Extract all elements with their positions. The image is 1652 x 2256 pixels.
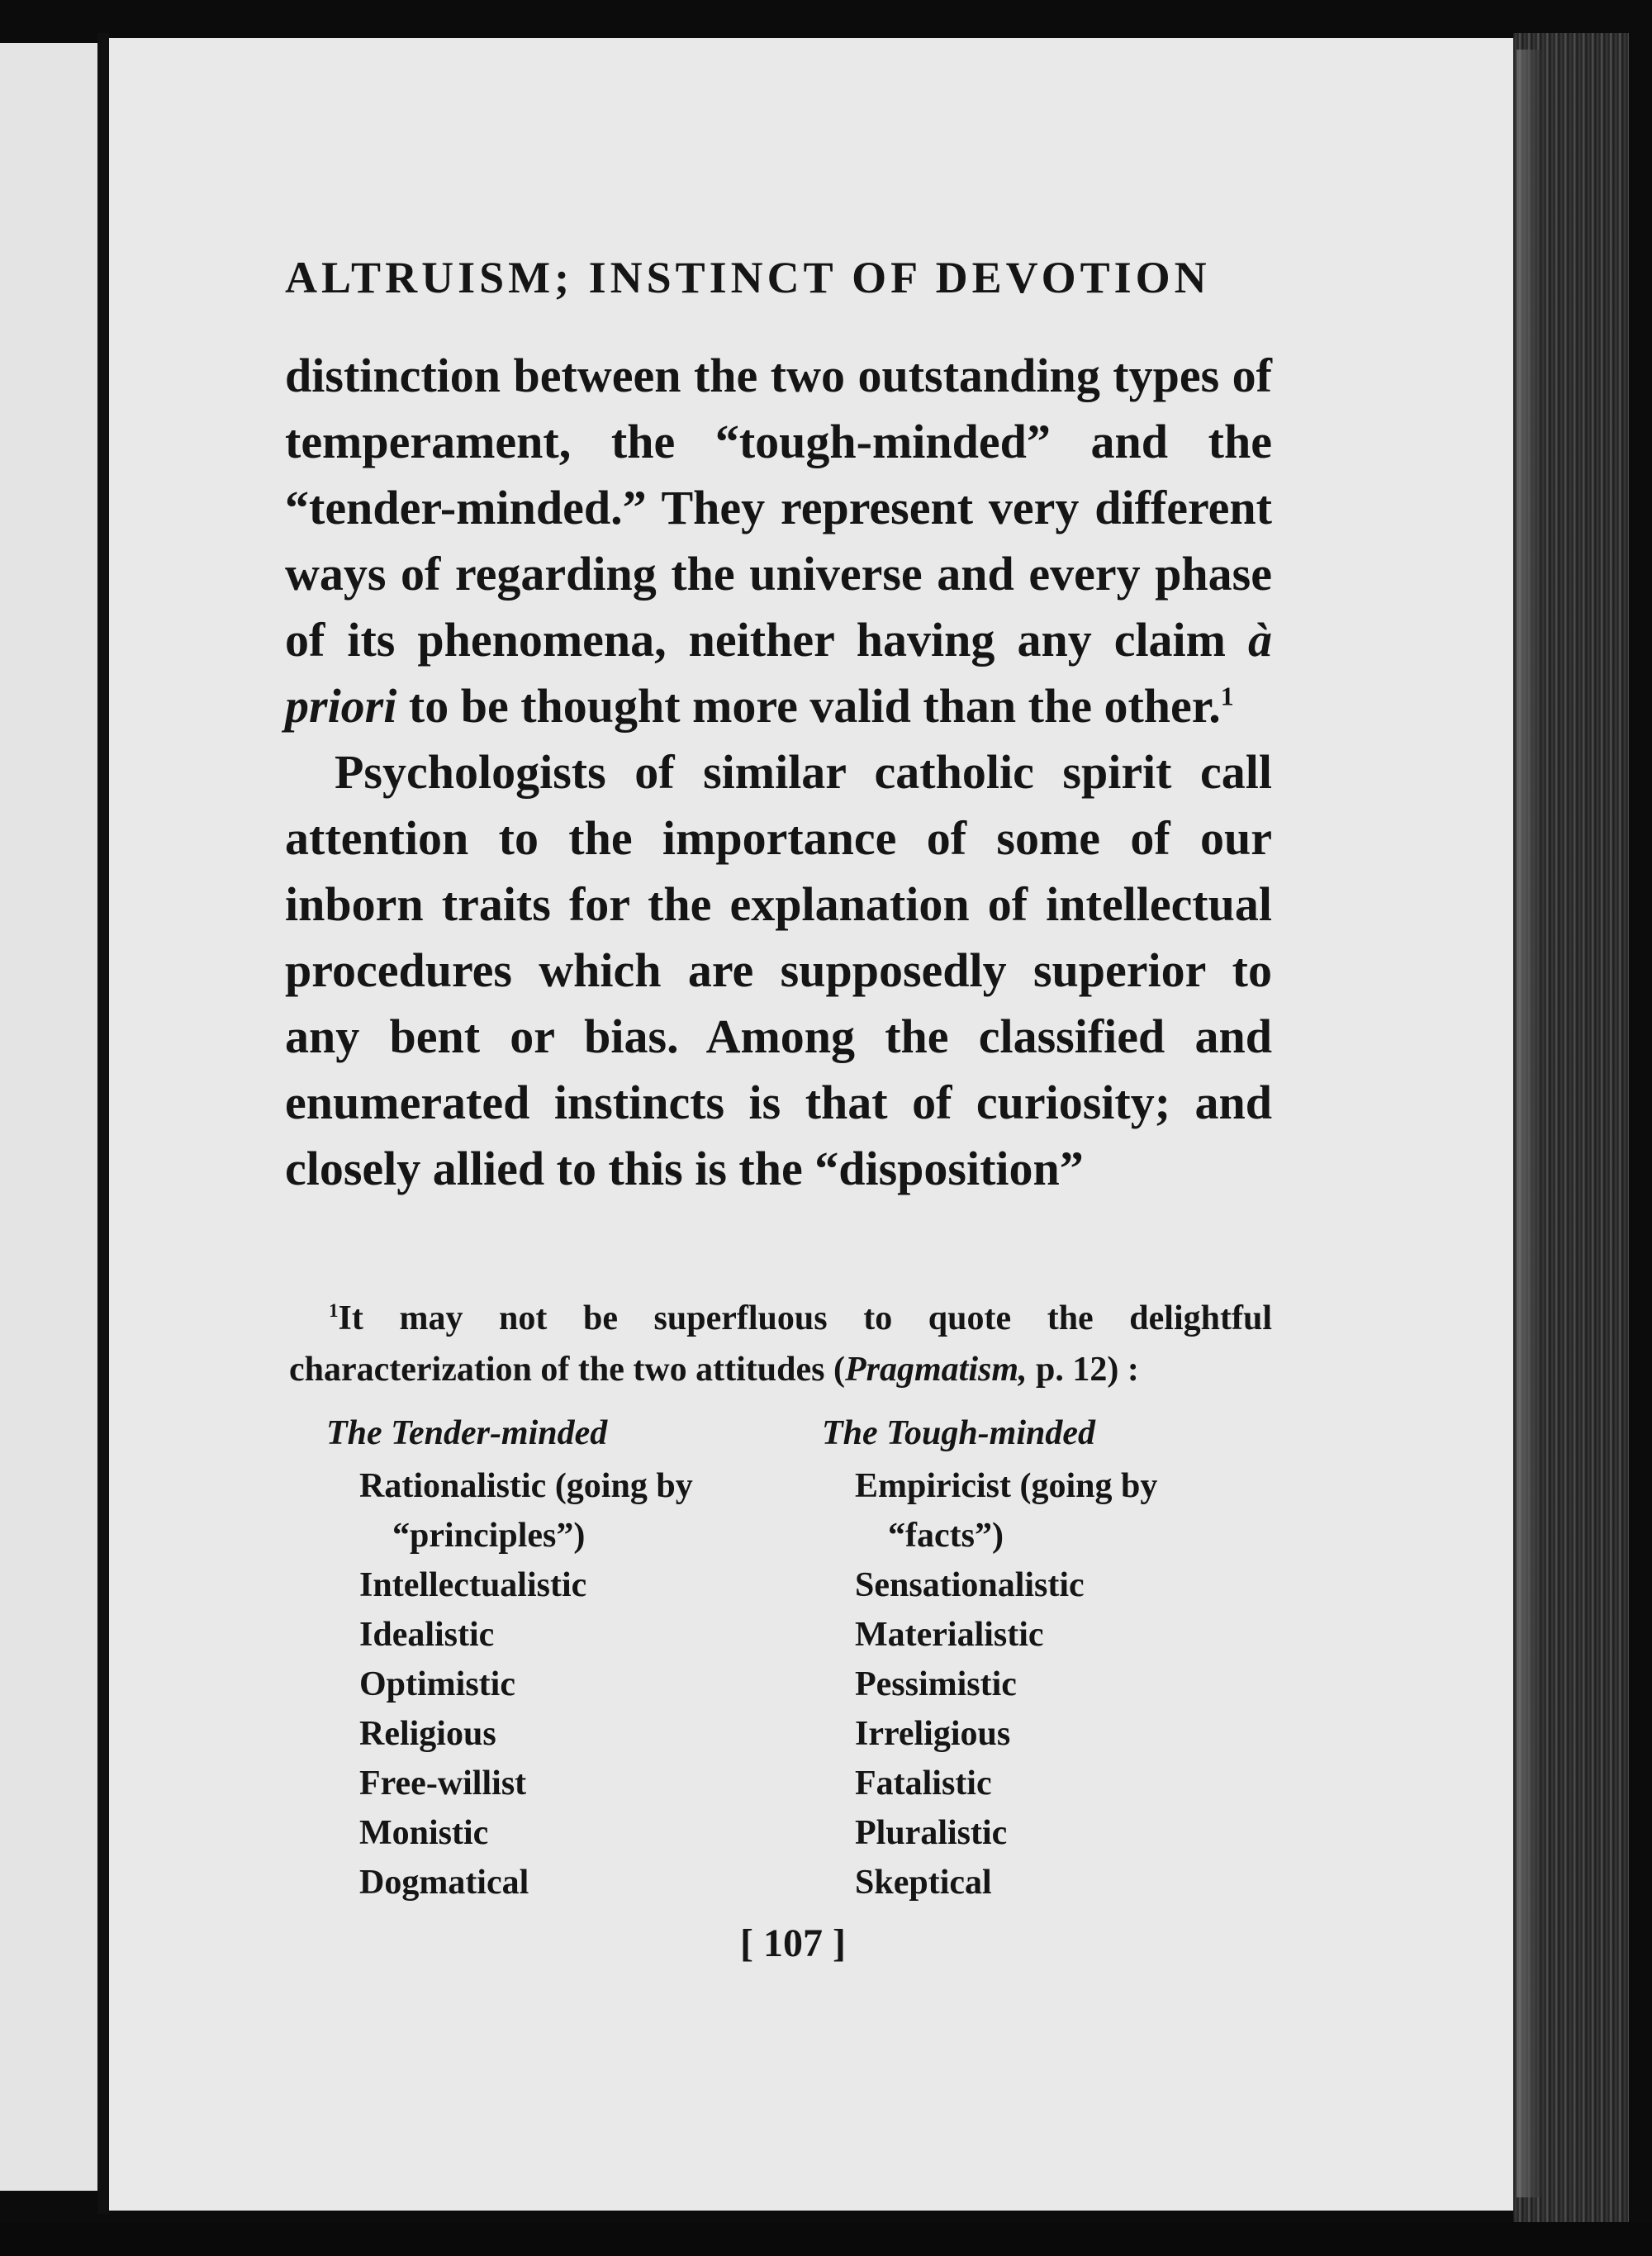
tender-minded-column [326,1408,805,1907]
tender-item: Idealistic [359,1616,495,1654]
tender-minded-title: The Tender-minded [326,1414,608,1452]
tough-item: Pessimistic [855,1665,1017,1703]
tender-item: Dogmatical [359,1864,529,1902]
tough-minded-column [822,1408,1284,1907]
tough-item: Skeptical [855,1864,992,1902]
tough-item: Materialistic [855,1616,1044,1654]
tough-minded-title: The Tough-minded [822,1414,1095,1452]
tender-item: Optimistic [359,1665,515,1703]
tough-item: Irreligious [855,1715,1011,1753]
page-number: [ 107 ] [740,1921,846,1965]
body-text [285,343,1272,1202]
tender-item: Free-willist [359,1764,527,1802]
footnote-marker: 1 [329,1299,339,1321]
tough-item: Fatalistic [855,1764,992,1802]
paragraph-2: Psychologists of similar catholic spirit call attention to the importance of some of our inborn traits for the explanation of intellectual procedures which are supposedly superior to any bent or bias. Among the classified and enumerated instincts is that of curiosity; and closely allied to this is the “disposition” [285,745,1272,1195]
paragraph-1-text-b: to be thought more valid than the other. [396,679,1221,733]
tender-item: Rationalistic (going by [359,1467,693,1505]
paragraph-1-italic: à priori [285,613,1272,733]
running-head: ALTRUISM; INSTINCT OF DEVOTION [285,253,1211,302]
footnote-text-a: It may not be superfluous to quote the delightful characterization of the two attitudes ( [289,1299,1272,1389]
footnote [289,1293,1272,1395]
footnote-italic: Pragmatism, [844,1351,1028,1389]
tough-item: Empiricist (going by [855,1467,1158,1505]
tough-item: Pluralistic [855,1814,1008,1852]
tender-item: Intellectualistic [359,1566,587,1604]
page-edges-highlight [1517,50,1541,2197]
tender-item: Religious [359,1715,496,1753]
paragraph-1 [285,343,1272,739]
tender-item: Monistic [359,1814,489,1852]
footnote-text-b: p. 12) : [1027,1351,1139,1389]
comparison-table [326,1408,1276,1921]
previous-page-edge [0,43,101,2191]
paragraph-1-text-a: distinction between the two outstanding types of temperament, the “tough-minded” and the “tender-minded.” They represent very different ways of regarding the universe and every phase of its phenomena, neither having any claim [285,349,1272,667]
bottom-background [0,2222,1652,2256]
tough-item: “facts”) [888,1517,1004,1555]
tough-item: Sensationalistic [855,1566,1085,1604]
footnote-reference: 1 [1220,682,1234,711]
tender-item: “principles”) [392,1517,586,1555]
book-gutter [97,33,109,2214]
